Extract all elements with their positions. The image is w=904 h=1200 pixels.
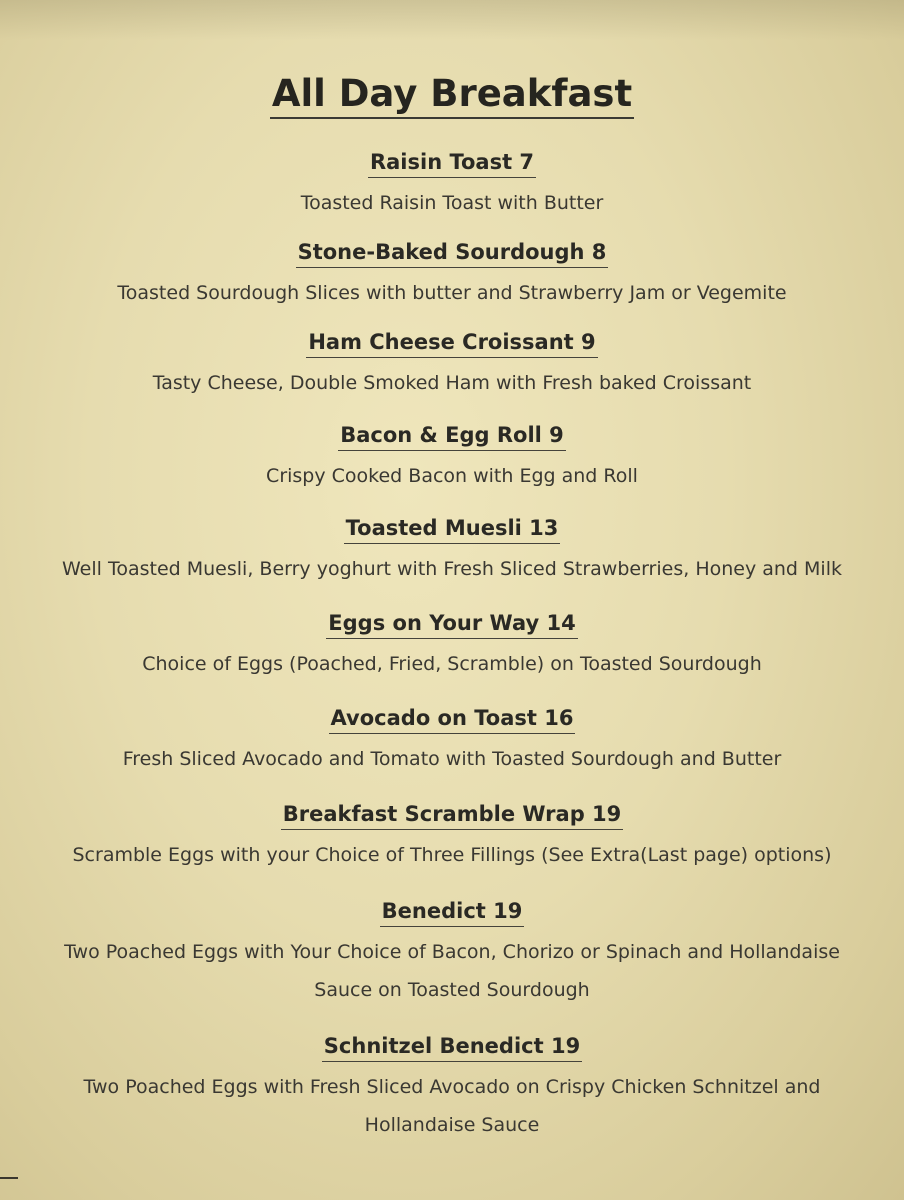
item-description: Choice of Eggs (Poached, Fried, Scramble) on Toasted Sourdough [142,653,762,675]
item-name: Eggs on Your Way 14 [326,609,577,639]
item-description: Scramble Eggs with your Choice of Three Fillings (See Extra(Last page) options) [72,844,832,866]
menu-title [0,72,904,119]
item-name: Avocado on Toast 16 [329,704,576,734]
menu-item [0,1032,904,1144]
item-description: Crispy Cooked Bacon with Egg and Roll [266,465,638,487]
item-description-line: Two Poached Eggs with Fresh Sliced Avocado on Crispy Chicken Schnitzel and [83,1076,821,1098]
item-description: Well Toasted Muesli, Berry yoghurt with Fresh Sliced Strawberries, Honey and Milk [62,558,842,580]
item-description: Toasted Sourdough Slices with butter and Strawberry Jam or Vegemite [117,282,787,304]
menu-item [0,238,904,312]
item-name: Benedict 19 [380,897,525,927]
item-name: Raisin Toast 7 [368,148,536,178]
menu-title-text: All Day Breakfast [270,72,634,119]
item-name: Schnitzel Benedict 19 [322,1032,582,1062]
menu-item [0,704,904,778]
menu-item [0,609,904,683]
item-name: Stone-Baked Sourdough 8 [296,238,609,268]
menu-item [0,514,904,588]
item-description: Fresh Sliced Avocado and Tomato with Toasted Sourdough and Butter [122,748,782,770]
page-edge-mark [0,1177,18,1179]
item-name: Breakfast Scramble Wrap 19 [281,800,624,830]
page-top-shadow [0,0,904,40]
item-description-line: Two Poached Eggs with Your Choice of Bacon, Chorizo or Spinach and Hollandaise [64,941,840,963]
item-description-line: Hollandaise Sauce [364,1114,540,1136]
item-description: Tasty Cheese, Double Smoked Ham with Fresh baked Croissant [152,372,752,394]
menu-item [0,421,904,495]
item-name: Ham Cheese Croissant 9 [306,328,597,358]
menu-item [0,328,904,402]
item-name: Toasted Muesli 13 [344,514,561,544]
item-name: Bacon & Egg Roll 9 [338,421,566,451]
item-description: Toasted Raisin Toast with Butter [300,192,604,214]
menu-item [0,897,904,1009]
item-description-line: Sauce on Toasted Sourdough [314,979,590,1001]
menu-item [0,148,904,222]
menu-item [0,800,904,874]
